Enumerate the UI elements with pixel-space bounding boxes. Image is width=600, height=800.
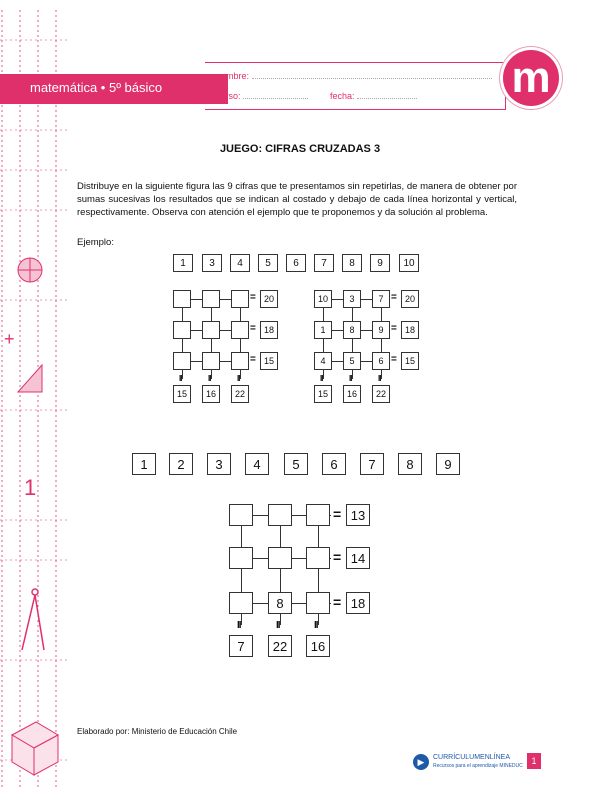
digit-box: 7 [314,254,334,272]
grid-cell [202,321,220,339]
row-sum: 15 [260,352,278,370]
page-title: JUEGO: CIFRAS CRUZADAS 3 [219,143,381,155]
col-sum: 16 [343,385,361,403]
date-field[interactable] [330,91,417,101]
digit-box[interactable]: 6 [322,453,346,475]
digit-box[interactable]: 4 [245,453,269,475]
grid-cell: 5 [343,352,361,370]
digit-box: 3 [202,254,222,272]
date-label: fecha: [330,91,355,101]
col-sum: 7 [229,635,253,657]
svg-text:1: 1 [24,475,37,500]
row-sum: 18 [260,321,278,339]
page-number: 1 [527,753,541,769]
grid-cell[interactable] [306,547,330,569]
grid-cell[interactable] [268,547,292,569]
digit-box: 10 [399,254,419,272]
digit-box[interactable]: 2 [169,453,193,475]
col-sum: 16 [306,635,330,657]
digit-box: 5 [258,254,278,272]
col-sum: 15 [314,385,332,403]
grid-cell[interactable] [306,504,330,526]
grid-cell[interactable] [268,504,292,526]
subject-label: matemática • 5º básico [30,80,163,95]
grid-cell[interactable] [229,547,253,569]
digit-box[interactable]: 1 [132,453,156,475]
grid-cell: 8 [268,592,292,614]
digit-box[interactable]: 3 [207,453,231,475]
grid-cell [173,352,191,370]
grid-cell [173,290,191,308]
grid-cell: 8 [343,321,361,339]
digit-box[interactable]: 9 [436,453,460,475]
digit-box: 8 [342,254,362,272]
col-sum: 15 [173,385,191,403]
credit-text: Elaborado por: Ministerio de Educación Chile [77,727,238,736]
grid-cell [202,352,220,370]
logo-title: CURRÍCULUMENLÍNEA [433,754,511,761]
grid-cell[interactable] [229,592,253,614]
grid-cell: 10 [314,290,332,308]
svg-text:+: + [4,329,15,349]
math-logo: m [503,50,559,106]
digit-box[interactable]: 7 [360,453,384,475]
logo-subtitle: Recursos para el aprendizaje MINEDUC [433,763,523,769]
digit-box[interactable]: 8 [398,453,422,475]
example-label: Ejemplo: [77,237,114,248]
digit-box: 1 [173,254,193,272]
row-sum: 14 [346,547,370,569]
course-field[interactable] [216,91,308,101]
row-sum: 18 [346,592,370,614]
grid-cell: 6 [372,352,390,370]
grid-cell: 3 [343,290,361,308]
grid-cell [231,290,249,308]
grid-cell [173,321,191,339]
col-sum: 22 [268,635,292,657]
grid-cell [231,321,249,339]
grid-cell[interactable] [229,504,253,526]
grid-cell: 4 [314,352,332,370]
play-icon: ▶ [413,754,429,770]
row-sum: 15 [401,352,419,370]
row-sum: 18 [401,321,419,339]
decorative-margin [0,0,70,800]
digit-box: 6 [286,254,306,272]
row-sum: 20 [260,290,278,308]
instructions: Distribuye en la siguiente figura las 9 cifras que te presentamos sin repetirlas, de manera de obtener por sumas sucesivas los resultados que se indican al costado y debajo de cada línea horizontal y vertical, respectivamente. Observa con atención el ejemplo que te proponemos y da solución al problema. [77,181,517,218]
digit-box: 9 [370,254,390,272]
grid-cell: 9 [372,321,390,339]
curriculum-logo [413,752,523,772]
course-label: curso: [216,91,241,101]
col-sum: 22 [231,385,249,403]
digit-box[interactable]: 5 [284,453,308,475]
grid-cell[interactable] [306,592,330,614]
row-sum: 20 [401,290,419,308]
col-sum: 22 [372,385,390,403]
grid-cell: 7 [372,290,390,308]
row-sum: 13 [346,504,370,526]
digit-box: 4 [230,254,250,272]
col-sum: 16 [202,385,220,403]
student-info-box [205,62,506,110]
grid-cell [231,352,249,370]
name-field[interactable] [216,71,492,81]
grid-cell [202,290,220,308]
grid-cell: 1 [314,321,332,339]
name-label: nombre: [216,71,250,81]
